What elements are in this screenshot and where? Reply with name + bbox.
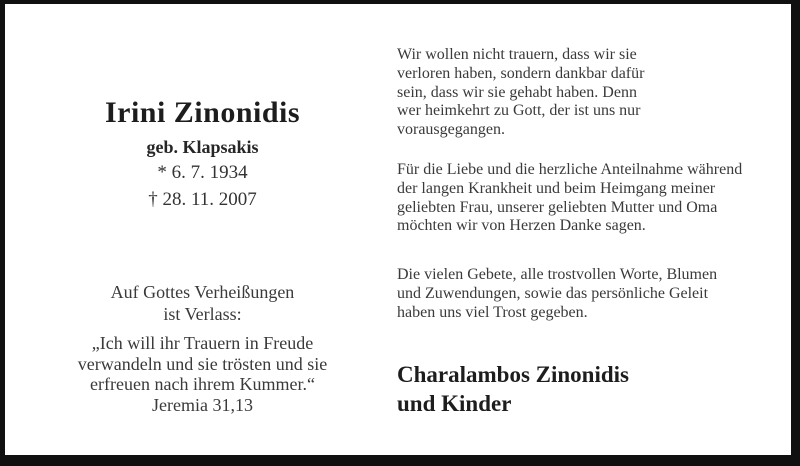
quote-source: Jeremia 31,13	[152, 394, 253, 415]
text-line: und Zuwendungen, sowie das persönliche Geleit	[397, 284, 709, 302]
condolence-paragraph	[397, 46, 782, 140]
text-line: wer heimkehrt zu Gott, der ist uns nur	[397, 102, 641, 120]
deceased-maiden-name: geb. Klapsakis	[146, 137, 259, 157]
text-line: vorausgegangen.	[397, 121, 505, 139]
text-line: und Kinder	[397, 391, 512, 416]
text-line: „Ich will ihr Trauern in Freude	[91, 333, 314, 353]
text-line: verloren haben, sondern dankbar dafür	[397, 64, 645, 82]
promise-text	[25, 281, 380, 325]
text-line: verwandeln und sie trösten und sie	[77, 353, 328, 374]
text-line: sein, dass wir sie gehabt haben. Denn	[397, 83, 637, 101]
text-line: Auf Gottes Verheißungen	[110, 282, 295, 302]
text-line: ist Verlass:	[163, 304, 242, 324]
text-line: Die vielen Gebete, alle trostvollen Worte, Blumen	[397, 266, 718, 283]
text-line: Für die Liebe und die herzliche Anteilnahme während	[397, 161, 743, 178]
text-line: der langen Krankheit und beim Heimgang meiner	[397, 179, 716, 197]
death-date: † 28. 11. 2007	[148, 189, 257, 210]
text-line: Wir wollen nicht trauern, dass wir sie	[397, 46, 637, 63]
birth-date: * 6. 7. 1934	[157, 162, 248, 183]
text-line: geliebten Frau, unserer geliebten Mutter und Oma	[397, 198, 718, 216]
text-line: möchten wir von Herzen Danke sagen.	[397, 217, 646, 235]
thanks-paragraph	[397, 161, 782, 236]
obituary-card	[5, 4, 791, 455]
text-line: haben uns viel Trost gegeben.	[397, 303, 588, 321]
text-line: erfreuen nach ihrem Kummer.“	[90, 374, 315, 394]
mourners-signature	[397, 360, 782, 418]
bible-quote	[25, 333, 380, 415]
text-line: Charalambos Zinonidis	[397, 362, 629, 387]
gratitude-paragraph	[397, 266, 782, 322]
deceased-name: Irini Zinonidis	[104, 96, 301, 129]
